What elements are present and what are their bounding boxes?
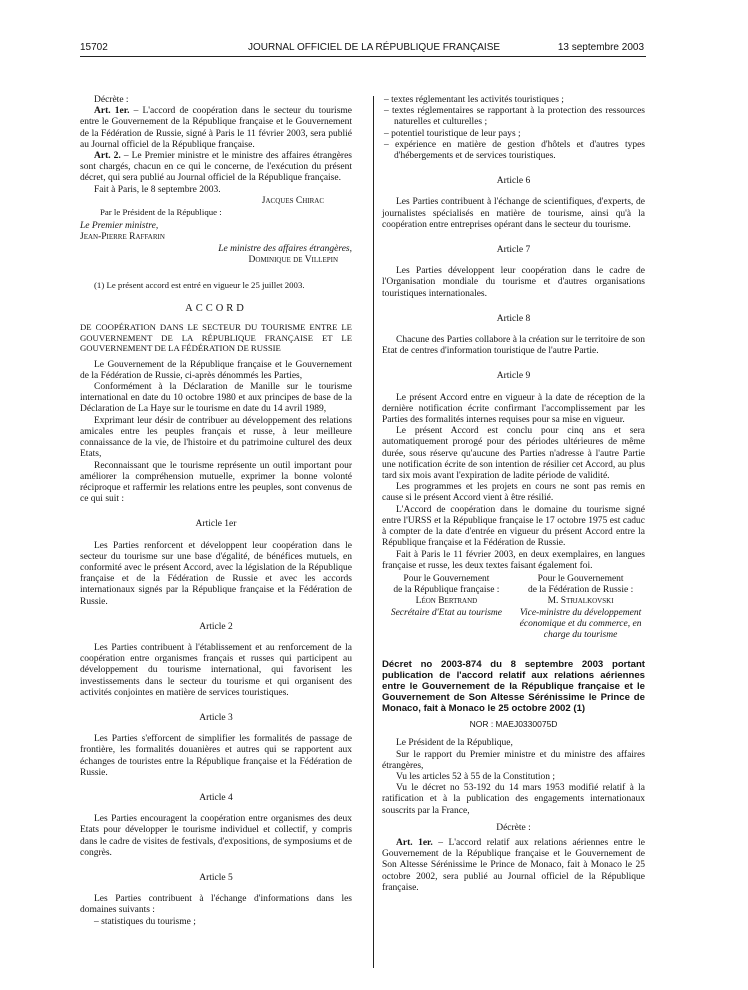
accord-title: ACCORD [185,303,247,315]
fait-a-paris: Fait à Paris, le 8 septembre 2003. [94,184,221,195]
decree-para-3: Vu les articles 52 à 55 de la Constitution ; [396,771,556,782]
decree-para-2: Sur le rapport du Premier ministre et du ministre des affaires étrangères, [382,749,645,771]
list-item: – textes réglementant les activités touristiques ; [384,95,564,105]
article-8-heading: Article 8 [496,313,531,324]
journal-title: JOURNAL OFFICIEL DE LA RÉPUBLIQUE FRANÇAISE [247,42,501,53]
issue-date: 13 septembre 2003 [557,42,644,53]
article-9-heading: Article 9 [496,371,531,382]
article-5-item: – statistiques du tourisme ; [94,916,196,927]
list-item: – expérience en matière de gestion d'hôtels et d'autres types d'hébergements et de services touristiques. [384,139,645,162]
article-5-heading: Article 5 [199,872,233,883]
article-9-para-3: Les programmes et les projets en cours ne sont pas remis en cause si le présent Accord vient à être résilié. [382,482,645,504]
decree-para-4: Vu le décret no 53-192 du 14 mars 1953 modifié relatif à la ratification et à la publication des engagements internationaux souscrits par la France, [382,783,645,816]
premier-ministre-title: Le Premier ministre, [80,221,159,232]
article-1-heading: Article 1er [195,519,237,530]
decrete-label-2: Décrète : [496,822,531,833]
par-le-president: Par le Président de la République : [100,207,222,218]
ministre-name: Dominique de Villepin [248,254,338,265]
article-4-text: Les Parties encouragent la coopération entre organismes des deux Etats pour développer le tourisme individuel et collectif, y compris dans le cadre de visites de festivals, d'expositions, de symposiums et de congrès. [80,814,352,858]
article-9-para-2: Le présent Accord est conclu pour cinq ans et sera automatiquement prorogé pour des périodes ultérieures de même durée, sous réserve qu'aucune des Parties n'adresse à l'autre Partie une notification écrite de son intention de résilier cet Accord, au plus tard six mois avant l'expiration de ladite période de validité. [382,426,645,482]
signer-bertrand: Léon Bertrand [415,596,478,607]
article-7-text: Les Parties développent leur coopération dans le cadre de l'Organisation mondiale du tourisme et d'autres organisations touristiques internationales. [382,266,645,299]
decrete-label: Décrète : [94,95,129,105]
signature-russia: Pour le Gouvernement de la Fédération de Russie : M. Strjalkovski Vice-ministre du développement économique et du commerce, en charge du tourisme [516,574,645,641]
article-2-text: Les Parties contribuent à l'établissement et au renforcement de la coopération entre organismes français et russes qui participent au développement du tourisme international, qui favorisent les investissements dans le secteur du tourisme et qui organisent des activités conjointes en matière de services touristiques. [80,642,352,698]
article-4-heading: Article 4 [199,792,233,803]
accord-subtitle: DE COOPÉRATION DANS LE SECTEUR DU TOURISME ENTRE LE GOUVERNEMENT DE LA RÉPUBLIQUE FRANÇAISE ET LE GOUVERNEMENT DE LA FÉDÉRATION DE RUSSIE [80,322,352,354]
article-6-heading: Article 6 [496,176,531,187]
preamble-para-2: Conformément à la Déclaration de Manille sur le tourisme international en date du 10 octobre 1980 et aux principes de base de la Déclaration de La Haye sur le tourisme en date du 14 avril 1989, [80,382,352,415]
article-6-text: Les Parties contribuent à l'échange de scientifiques, d'experts, de journalistes spécialisés en matière de tourisme, ainsi qu'à la coopération entre entreprises opérant dans le secteur du tourisme. [382,197,645,230]
signer-president: Jacques Chirac [261,195,324,206]
article-9-para-4: L'Accord de coopération dans le domaine du tourisme signé entre l'URSS et la République française le 17 octobre 1975 est caduc à compter de la date d'entrée en vigueur du présent Accord entre la République française et la Fédération de Russie. [382,504,645,549]
article-8-text: Chacune des Parties collabore à la création sur le territoire de son Etat de centres d'information touristique de l'autre Partie. [382,335,645,357]
article-2-heading: Article 2 [199,621,233,632]
article-1-decree-2: Art. 1er. – L'accord relatif aux relations aériennes entre le Gouvernement de la République française et le Gouvernement de Son Altesse Sérénissime le Prince de Monaco, fait à Monaco le 25 octobre 2002, sera publié au Journal officiel de la République française. [382,837,645,893]
article-3-heading: Article 3 [199,712,233,723]
article-7-heading: Article 7 [496,245,531,256]
header-rule [80,56,646,57]
preamble-para-3: Exprimant leur désir de contribuer au développement des relations amicales entre les peuples français et russe, à leur meilleure connaissance de la vie, de l'histoire et du patrimoine culturel des deux Etats, [80,415,352,460]
column-divider [373,96,374,968]
article-1-decree: Art. 1er. – L'accord de coopération dans le secteur du tourisme entre le Gouvernement de la République française et le Gouvernement de la Fédération de Russie, signé à Paris le 11 février 2003, sera publié au Journal officiel de la République française. [80,106,352,150]
article-5-text: Les Parties contribuent à l'échange d'informations dans les domaines suivants : [80,894,352,916]
signature-france: Pour le Gouvernement de la République française : Léon Bertrand Secrétaire d'Etat au tourisme [382,574,511,641]
article-3-text: Les Parties s'efforcent de simplifier les formalités de passage de frontière, les formalités douanières et autres qui se rapportent aux échanges de touristes entre la République française et la Fédération de Russie. [80,734,352,778]
page-number: 15702 [80,42,108,53]
list-item: – textes réglementaires se rapportant à la protection des ressources naturelles et culturelles ; [384,106,645,128]
ministre-title: Le ministre des affaires étrangères, [218,243,352,254]
right-column [382,95,645,894]
article-9-para-1: Le présent Accord entre en vigueur à la date de réception de la dernière notification écrite confirmant l'accomplissement par les Parties des formalités internes requises pour sa mise en vigueur. [382,392,645,426]
premier-ministre-name: Jean-Pierre Raffarin [80,232,165,243]
left-column [80,95,352,928]
article-2-decree: Art. 2. – Le Premier ministre et le ministre des affaires étrangères sont chargés, chacun en ce qui le concerne, de l'exécution du présent décret, qui sera publié au Journal officiel de la République française. [80,151,352,184]
article-9-para-5: Fait à Paris le 11 février 2003, en deux exemplaires, en langues française et russe, les deux textes faisant également foi. [382,549,645,571]
footnote: (1) Le présent accord est entré en vigueur le 25 juillet 2003. [94,280,305,291]
list-item: – potentiel touristique de leur pays ; [384,128,521,139]
preamble-para-4: Reconnaissant que le tourisme représente un outil important pour améliorer la compréhension mutuelle, exprimer la bonne volonté réciproque et raffermir les relations entre les peuples, sont convenus de ce qui suit : [80,460,352,505]
decree-title: Décret no 2003-874 du 8 septembre 2003 portant publication de l'accord relatif aux relations aériennes entre le Gouvernement de la République française et le Gouvernement de Son Altesse Sérénissime le Prince de Monaco, fait à Monaco le 25 octobre 2002 (1) [382,659,645,715]
article-1-text: Les Parties renforcent et développent leur coopération dans le secteur du tourisme sur une base d'égalité, de bénéfices mutuels, en conformité avec le présent Accord, avec la législation de la République française et de la Fédération de Russie et avec les accords internationaux signés par la République française et la Fédération de Russie. [80,540,352,607]
nor-reference: NOR : MAEJ0330075D [469,719,558,730]
preamble-para-1: Le Gouvernement de la République française et le Gouvernement de la Fédération de Russie, ci-après dénommés les Parties, [80,359,352,381]
page-header [0,0,748,60]
signature-block [382,574,645,641]
decree-para-1: Le Président de la République, [396,738,513,749]
signer-strjalkovski: M. Strjalkovski [547,596,614,607]
